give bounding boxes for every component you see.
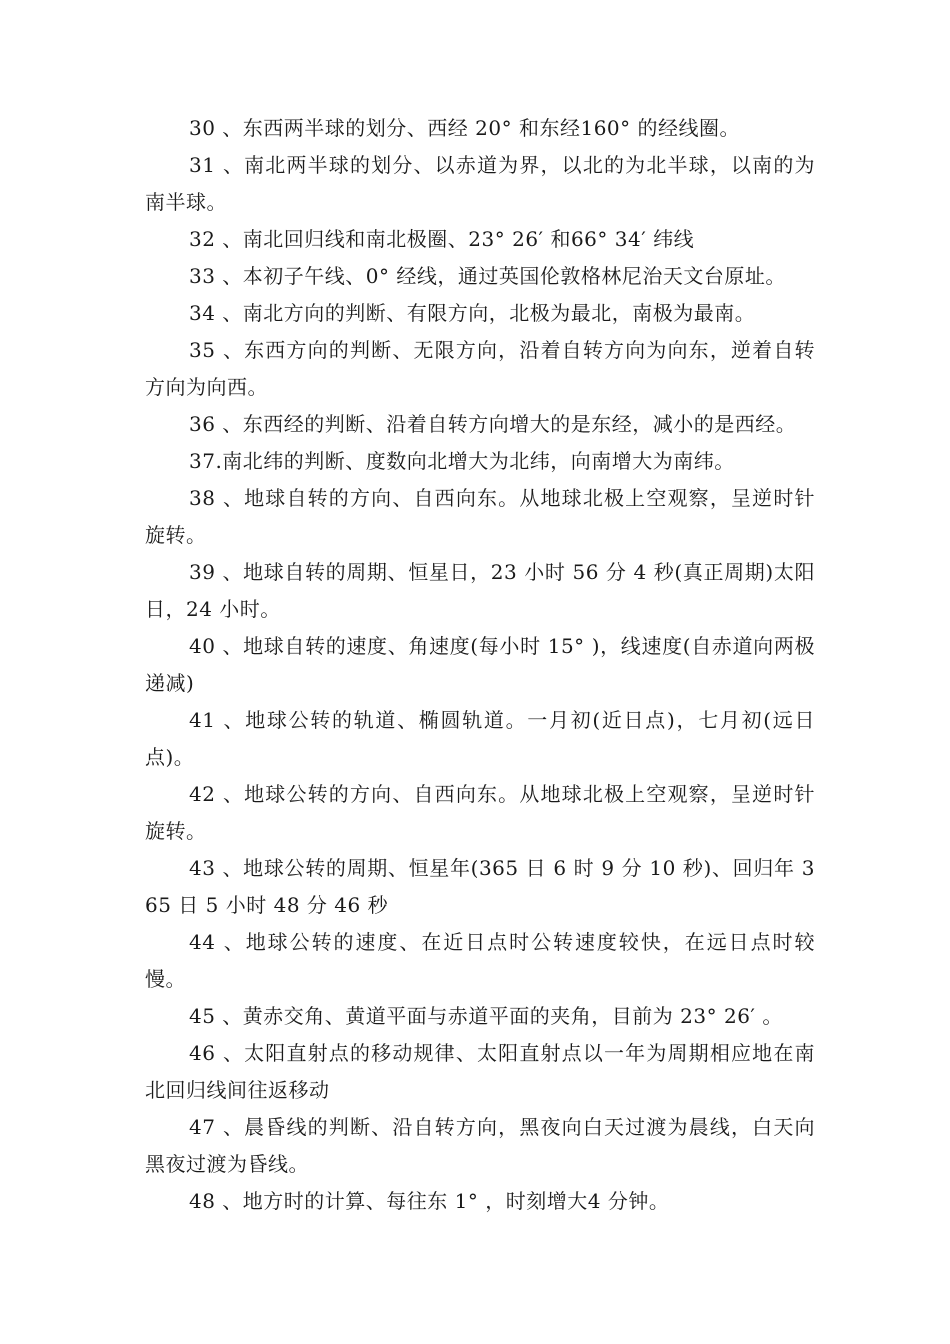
paragraph-40: 40 、地球自转的速度、角速度(每小时 15° )，线速度(自赤道向两极递减)	[145, 634, 815, 695]
paragraph-45: 45 、黄赤交角、黄道平面与赤道平面的夹角，目前为 23° 26′ 。	[189, 1004, 783, 1028]
paragraph-35: 35 、东西方向的判断、无限方向，沿着自转方向为向东，逆着自转方向为向西。	[145, 338, 815, 399]
paragraph-36: 36 、东西经的判断、沿着自转方向增大的是东经，减小的是西经。	[189, 412, 797, 436]
paragraph-42: 42 、地球公转的方向、自西向东。从地球北极上空观察，呈逆时针旋转。	[145, 782, 815, 843]
paragraph-38: 38 、地球自转的方向、自西向东。从地球北极上空观察，呈逆时针旋转。	[145, 486, 815, 547]
paragraph-37: 37.南北纬的判断、度数向北增大为北纬，向南增大为南纬。	[189, 449, 735, 473]
paragraph-39: 39 、地球自转的周期、恒星日，23 小时 56 分 4 秒(真正周期)太阳日，24 小时。	[145, 560, 815, 621]
paragraph-30: 30 、东西两半球的划分、西经 20° 和东经160° 的经线圈。	[189, 116, 741, 140]
paragraph-41: 41 、地球公转的轨道、椭圆轨道。一月初(近日点)，七月初(远日点)。	[145, 708, 815, 769]
paragraph-46: 46 、太阳直射点的移动规律、太阳直射点以一年为周期相应地在南北回归线间往返移动	[145, 1041, 815, 1102]
paragraph-32: 32 、南北回归线和南北极圈、23° 26′ 和66° 34′ 纬线	[189, 227, 695, 251]
paragraph-44: 44 、地球公转的速度、在近日点时公转速度较快，在远日点时较慢。	[145, 930, 815, 991]
paragraph-33: 33 、本初子午线、0° 经线，通过英国伦敦格林尼治天文台原址。	[189, 264, 786, 288]
paragraph-43: 43 、地球公转的周期、恒星年(365 日 6 时 9 分 10 秒)、回归年 365 日 5 小时 48 分 46 秒	[145, 856, 815, 917]
document-body	[145, 110, 815, 1220]
paragraph-31: 31 、南北两半球的划分、以赤道为界，以北的为北半球，以南的为南半球。	[145, 153, 815, 214]
paragraph-47: 47 、晨昏线的判断、沿自转方向，黑夜向白天过渡为晨线，白天向黑夜过渡为昏线。	[145, 1115, 815, 1176]
paragraph-34: 34 、南北方向的判断、有限方向，北极为最北，南极为最南。	[189, 301, 756, 325]
paragraph-48: 48 、地方时的计算、每往东 1° ，时刻增大4 分钟。	[189, 1189, 670, 1213]
